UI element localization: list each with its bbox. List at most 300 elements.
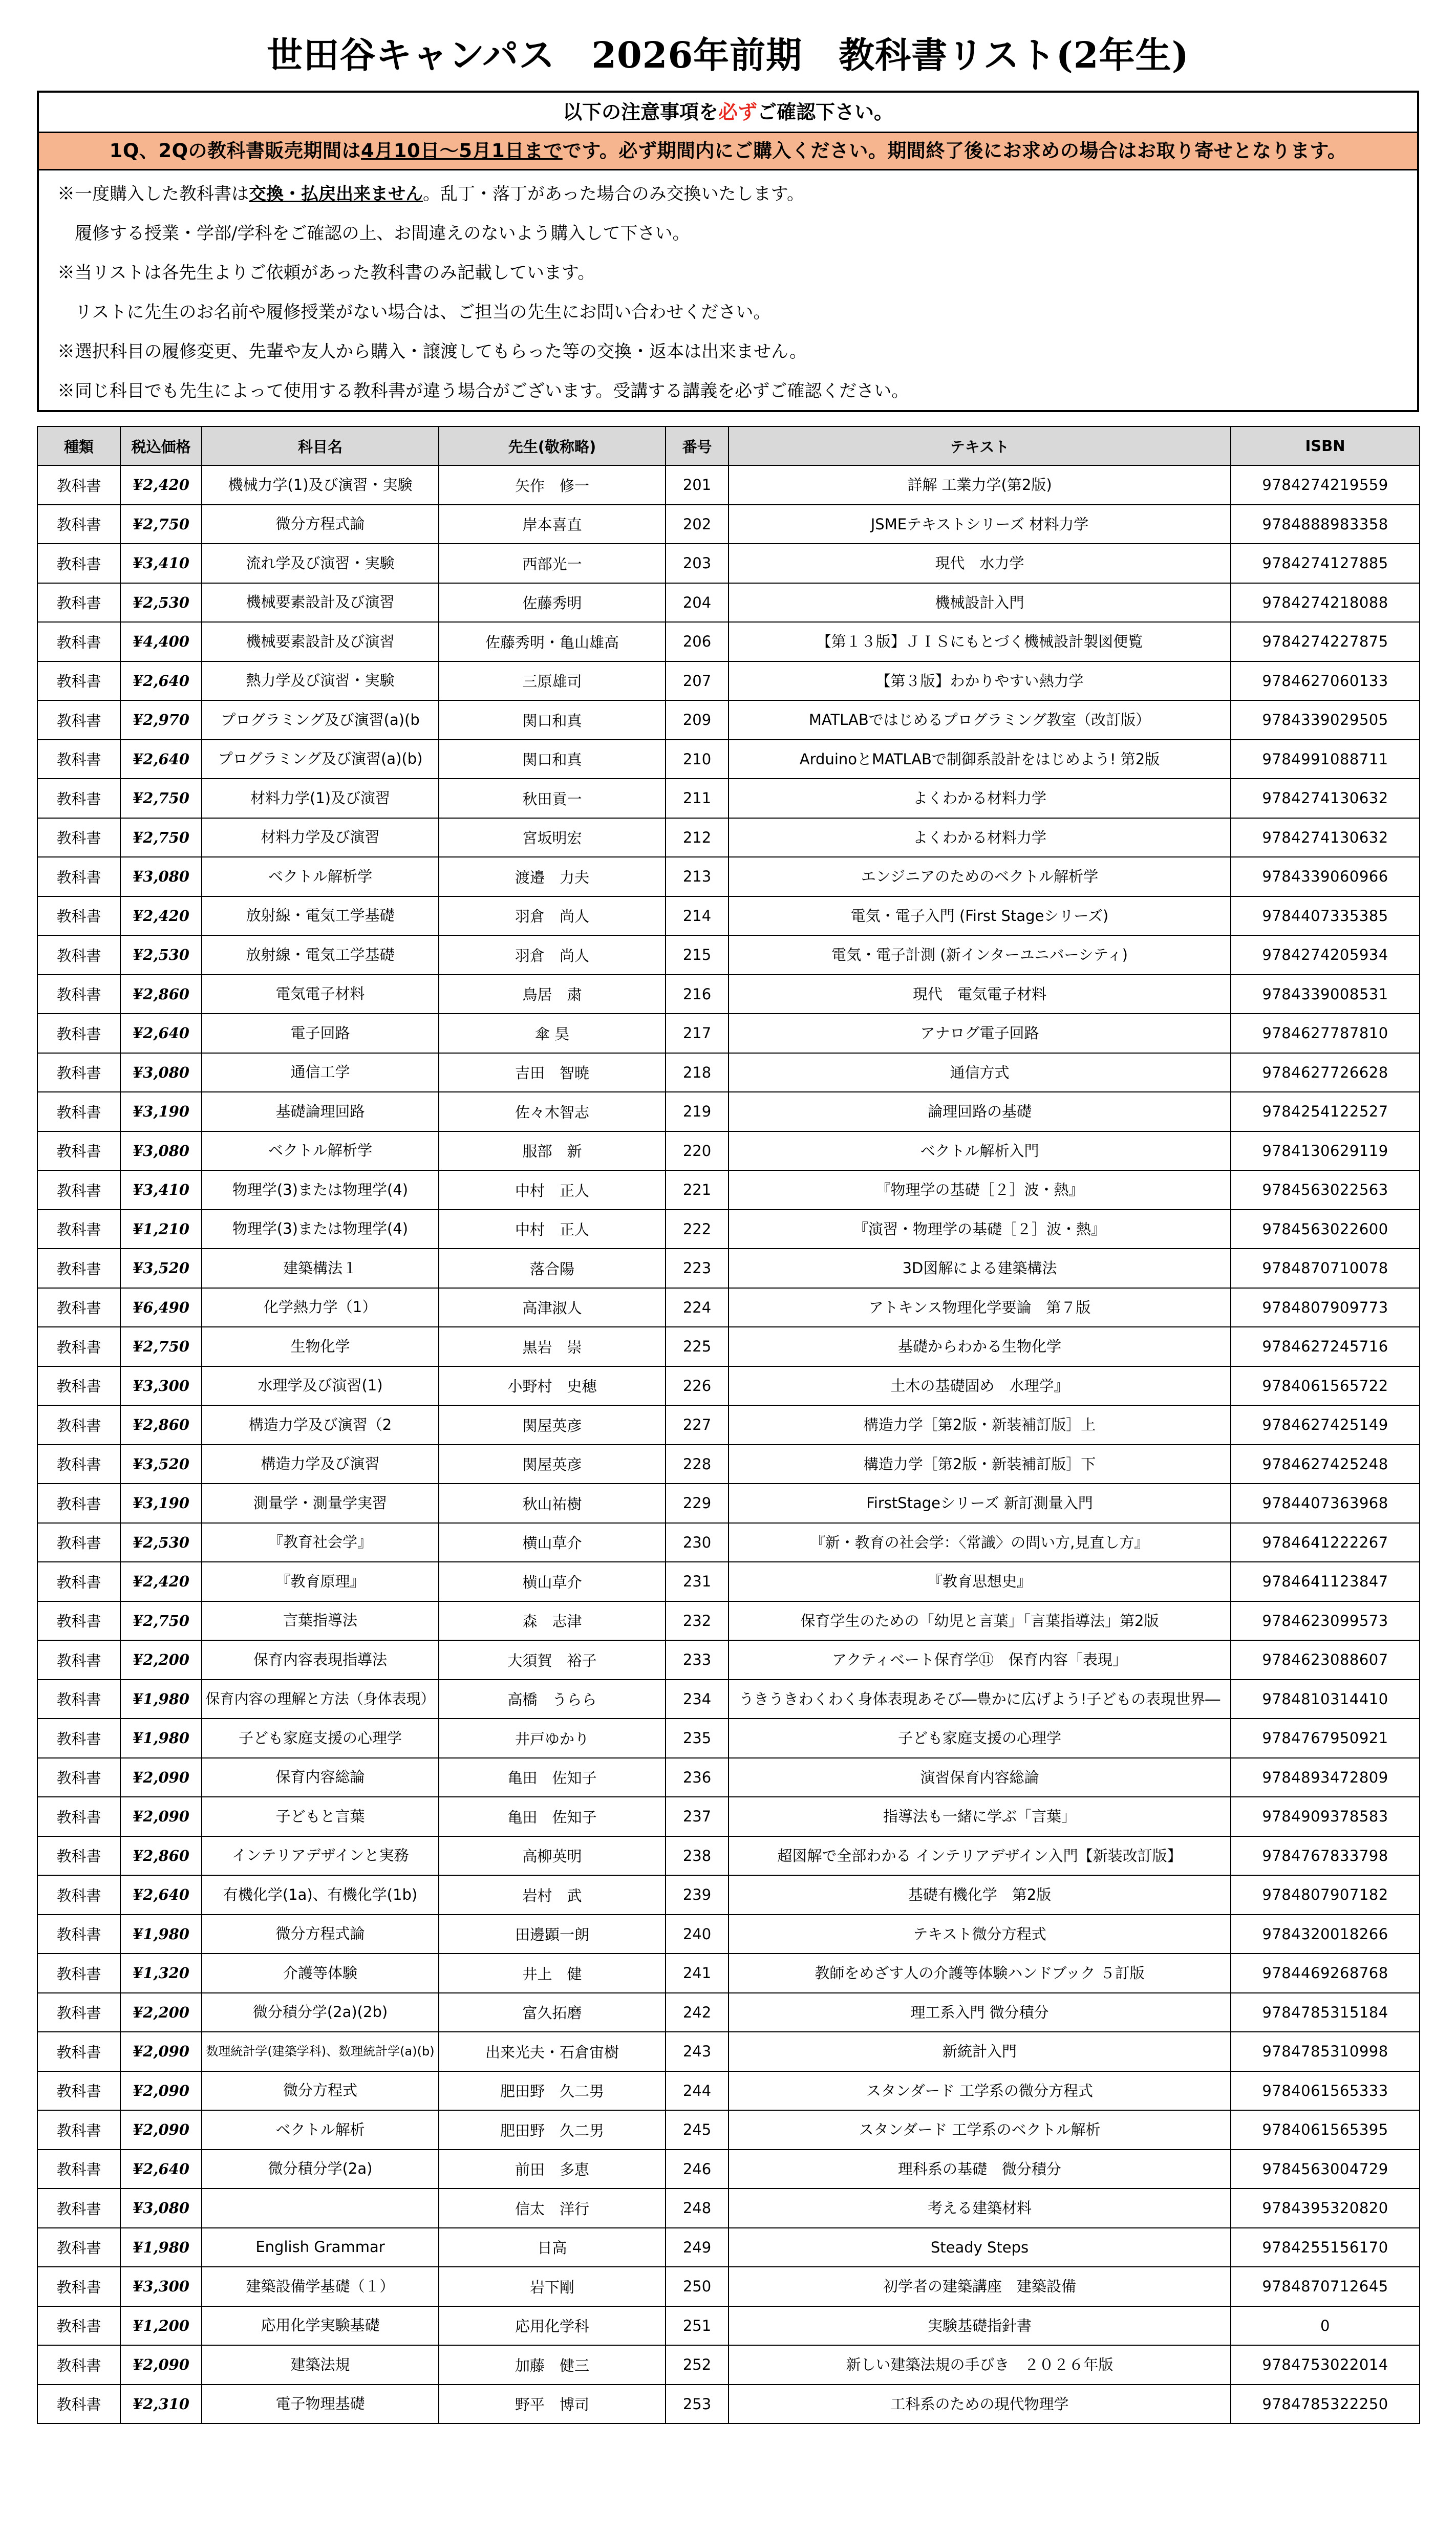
subject-cell: 機械要素設計及び演習 bbox=[202, 622, 439, 661]
table-row bbox=[37, 2032, 1420, 2071]
isbn-cell: 9784870710078 bbox=[1231, 1249, 1420, 1288]
subject-cell: 言葉指導法 bbox=[202, 1601, 439, 1641]
text-cell: スタンダード 工学系の微分方程式 bbox=[729, 2071, 1231, 2111]
table-row bbox=[37, 1836, 1420, 1876]
number-cell: 252 bbox=[666, 2345, 729, 2385]
subject-cell: ベクトル解析学 bbox=[202, 857, 439, 896]
number-cell: 234 bbox=[666, 1680, 729, 1719]
teacher-cell: 小野村 史穂 bbox=[439, 1366, 666, 1406]
kind-cell: 教科書 bbox=[37, 661, 120, 701]
column-header-kind: 種類 bbox=[37, 426, 120, 465]
price-cell: ¥2,090 bbox=[120, 2345, 202, 2385]
subject-cell: 材料力学(1)及び演習 bbox=[202, 779, 439, 818]
price-cell: ¥2,420 bbox=[120, 1562, 202, 1601]
notice-line-1-pre: ※一度購入した教科書は bbox=[57, 184, 249, 204]
price-cell: ¥2,420 bbox=[120, 465, 202, 505]
price-cell: ¥2,090 bbox=[120, 2032, 202, 2071]
teacher-cell: 三原雄司 bbox=[439, 661, 666, 701]
isbn-cell: 9784627425149 bbox=[1231, 1405, 1420, 1445]
number-cell: 201 bbox=[666, 465, 729, 505]
price-cell: ¥2,200 bbox=[120, 1993, 202, 2032]
teacher-cell: 落合陽 bbox=[439, 1249, 666, 1288]
table-row bbox=[37, 935, 1420, 975]
isbn-cell: 9784785322250 bbox=[1231, 2385, 1420, 2424]
notice-heading bbox=[39, 93, 1417, 133]
number-cell: 251 bbox=[666, 2306, 729, 2346]
column-header-teacher: 先生(敬称略) bbox=[439, 426, 666, 465]
isbn-cell: 9784767833798 bbox=[1231, 1836, 1420, 1876]
table-row bbox=[37, 2267, 1420, 2306]
table-row bbox=[37, 2150, 1420, 2189]
notice-line-1 bbox=[57, 175, 1417, 214]
isbn-cell: 9784469268768 bbox=[1231, 1954, 1420, 1993]
kind-cell: 教科書 bbox=[37, 505, 120, 544]
notice-line-4: リストに先生のお名前や履修授業がない場合は、ご担当の先生にお問い合わせください。 bbox=[57, 302, 771, 323]
kind-cell: 教科書 bbox=[37, 1758, 120, 1797]
table-row bbox=[37, 1797, 1420, 1836]
column-header-isbn: ISBN bbox=[1231, 426, 1420, 465]
teacher-cell: 亀田 佐知子 bbox=[439, 1797, 666, 1836]
table-row bbox=[37, 2385, 1420, 2424]
kind-cell: 教科書 bbox=[37, 2071, 120, 2111]
table-row bbox=[37, 700, 1420, 740]
table-row bbox=[37, 1288, 1420, 1327]
isbn-cell: 9784274130632 bbox=[1231, 779, 1420, 818]
teacher-cell: 野平 博司 bbox=[439, 2385, 666, 2424]
subject-cell: 微分積分学(2a)(2b) bbox=[202, 1993, 439, 2032]
subject-cell: 材料力学及び演習 bbox=[202, 818, 439, 857]
text-cell: 『物理学の基礎［２］波・熱』 bbox=[729, 1170, 1231, 1210]
text-cell: 論理回路の基礎 bbox=[729, 1092, 1231, 1131]
text-cell: テキスト微分方程式 bbox=[729, 1915, 1231, 1954]
teacher-cell: 肥田野 久二男 bbox=[439, 2110, 666, 2150]
subject-cell: 生物化学 bbox=[202, 1327, 439, 1366]
notice-box bbox=[37, 91, 1419, 412]
notice-lines bbox=[39, 170, 1417, 411]
text-cell: 演習保育内容総論 bbox=[729, 1758, 1231, 1797]
text-cell: Steady Steps bbox=[729, 2228, 1231, 2267]
price-cell: ¥3,190 bbox=[120, 1092, 202, 1131]
table-row bbox=[37, 1249, 1420, 1288]
subject-cell: 構造力学及び演習（2 bbox=[202, 1405, 439, 1445]
text-cell: 理科系の基礎 微分積分 bbox=[729, 2150, 1231, 2189]
price-cell: ¥2,640 bbox=[120, 1875, 202, 1915]
number-cell: 219 bbox=[666, 1092, 729, 1131]
price-cell: ¥2,640 bbox=[120, 740, 202, 779]
teacher-cell: 宮坂明宏 bbox=[439, 818, 666, 857]
notice-line-6: ※同じ科目でも先生によって使用する教科書が違う場合がございます。受講する講義を必ずご確認ください。 bbox=[57, 381, 909, 401]
number-cell: 215 bbox=[666, 935, 729, 975]
text-cell: 子ども家庭支援の心理学 bbox=[729, 1719, 1231, 1758]
number-cell: 202 bbox=[666, 505, 729, 544]
subject-cell: 物理学(3)または物理学(4) bbox=[202, 1170, 439, 1210]
subject-cell: プログラミング及び演習(a)(b bbox=[202, 700, 439, 740]
kind-cell: 教科書 bbox=[37, 2267, 120, 2306]
table-row bbox=[37, 1915, 1420, 1954]
isbn-cell: 9784785315184 bbox=[1231, 1993, 1420, 2032]
table-row bbox=[37, 1170, 1420, 1210]
isbn-cell: 9784627787810 bbox=[1231, 1014, 1420, 1053]
number-cell: 218 bbox=[666, 1053, 729, 1092]
table-row bbox=[37, 505, 1420, 544]
subject-cell: プログラミング及び演習(a)(b) bbox=[202, 740, 439, 779]
table-row bbox=[37, 2345, 1420, 2385]
price-cell: ¥2,750 bbox=[120, 1601, 202, 1641]
teacher-cell: 肥田野 久二男 bbox=[439, 2071, 666, 2111]
text-cell: よくわかる材料力学 bbox=[729, 818, 1231, 857]
text-cell: 詳解 工業力学(第2版) bbox=[729, 465, 1231, 505]
price-cell: ¥3,300 bbox=[120, 1366, 202, 1406]
subject-cell: 化学熱力学（1） bbox=[202, 1288, 439, 1327]
price-cell: ¥2,750 bbox=[120, 779, 202, 818]
teacher-cell: 高柳英明 bbox=[439, 1836, 666, 1876]
text-cell: アクティベート保育学⑪ 保育内容「表現」 bbox=[729, 1640, 1231, 1680]
number-cell: 245 bbox=[666, 2110, 729, 2150]
teacher-cell: 応用化学科 bbox=[439, 2306, 666, 2346]
table-row bbox=[37, 544, 1420, 583]
number-cell: 250 bbox=[666, 2267, 729, 2306]
number-cell: 237 bbox=[666, 1797, 729, 1836]
isbn-cell: 9784339008531 bbox=[1231, 975, 1420, 1014]
kind-cell: 教科書 bbox=[37, 2189, 120, 2228]
kind-cell: 教科書 bbox=[37, 1915, 120, 1954]
kind-cell: 教科書 bbox=[37, 2345, 120, 2385]
table-row bbox=[37, 1445, 1420, 1484]
text-cell: 保育学生のための「幼児と言葉」「言葉指導法」第2版 bbox=[729, 1601, 1231, 1641]
price-cell: ¥2,090 bbox=[120, 1758, 202, 1797]
kind-cell: 教科書 bbox=[37, 544, 120, 583]
kind-cell: 教科書 bbox=[37, 465, 120, 505]
teacher-cell: 鳥居 粛 bbox=[439, 975, 666, 1014]
subject-cell: 子ども家庭支援の心理学 bbox=[202, 1719, 439, 1758]
price-cell: ¥2,860 bbox=[120, 1836, 202, 1876]
isbn-cell: 9784274130632 bbox=[1231, 818, 1420, 857]
number-cell: 229 bbox=[666, 1484, 729, 1523]
text-cell: うきうきわくわく身体表現あそび―豊かに広げよう!子どもの表現世界― bbox=[729, 1680, 1231, 1719]
text-cell: 新統計入門 bbox=[729, 2032, 1231, 2071]
teacher-cell: 横山草介 bbox=[439, 1523, 666, 1562]
isbn-cell: 9784563004729 bbox=[1231, 2150, 1420, 2189]
number-cell: 209 bbox=[666, 700, 729, 740]
text-cell: 理工系入門 微分積分 bbox=[729, 1993, 1231, 2032]
teacher-cell: 横山草介 bbox=[439, 1562, 666, 1601]
isbn-cell: 9784254122527 bbox=[1231, 1092, 1420, 1131]
subject-cell: 微分方程式論 bbox=[202, 1915, 439, 1954]
teacher-cell: 関口和真 bbox=[439, 740, 666, 779]
table-row bbox=[37, 583, 1420, 623]
teacher-cell: 高橋 うらら bbox=[439, 1680, 666, 1719]
table-row bbox=[37, 1562, 1420, 1601]
number-cell: 204 bbox=[666, 583, 729, 623]
table-row bbox=[37, 1092, 1420, 1131]
number-cell: 240 bbox=[666, 1915, 729, 1954]
teacher-cell: 出来光夫・石倉宙樹 bbox=[439, 2032, 666, 2071]
table-row bbox=[37, 857, 1420, 896]
isbn-cell: 9784893472809 bbox=[1231, 1758, 1420, 1797]
table-row bbox=[37, 1993, 1420, 2032]
text-cell: 構造力学［第2版・新装補訂版］下 bbox=[729, 1445, 1231, 1484]
number-cell: 253 bbox=[666, 2385, 729, 2424]
teacher-cell: 佐藤秀明・亀山雄高 bbox=[439, 622, 666, 661]
price-cell: ¥2,090 bbox=[120, 2071, 202, 2111]
isbn-cell: 9784641123847 bbox=[1231, 1562, 1420, 1601]
text-cell: 土木の基礎固め 水理学』 bbox=[729, 1366, 1231, 1406]
kind-cell: 教科書 bbox=[37, 1484, 120, 1523]
subject-cell: 電子物理基礎 bbox=[202, 2385, 439, 2424]
notice-heading-emphasis: 必ず bbox=[718, 101, 757, 123]
kind-cell: 教科書 bbox=[37, 857, 120, 896]
text-cell: 『演習・物理学の基礎［２］波・熱』 bbox=[729, 1210, 1231, 1249]
table-row bbox=[37, 622, 1420, 661]
table-header-row bbox=[37, 426, 1420, 465]
table-row bbox=[37, 779, 1420, 818]
isbn-cell: 9784274127885 bbox=[1231, 544, 1420, 583]
table-row bbox=[37, 1053, 1420, 1092]
price-cell: ¥2,640 bbox=[120, 1014, 202, 1053]
subject-cell: 微分積分学(2a) bbox=[202, 2150, 439, 2189]
price-cell: ¥2,090 bbox=[120, 1797, 202, 1836]
price-cell: ¥1,980 bbox=[120, 1719, 202, 1758]
notice-heading-post: ご確認下さい。 bbox=[757, 101, 894, 123]
number-cell: 239 bbox=[666, 1875, 729, 1915]
isbn-cell: 9784061565333 bbox=[1231, 2071, 1420, 2111]
text-cell: よくわかる材料力学 bbox=[729, 779, 1231, 818]
table-row bbox=[37, 740, 1420, 779]
teacher-cell: 富久拓磨 bbox=[439, 1993, 666, 2032]
subject-cell: 有機化学(1a)、有機化学(1b) bbox=[202, 1875, 439, 1915]
price-cell: ¥2,750 bbox=[120, 1327, 202, 1366]
isbn-cell: 9784627245716 bbox=[1231, 1327, 1420, 1366]
number-cell: 225 bbox=[666, 1327, 729, 1366]
text-cell: MATLABではじめるプログラミング教室（改訂版） bbox=[729, 700, 1231, 740]
number-cell: 236 bbox=[666, 1758, 729, 1797]
isbn-cell: 9784395320820 bbox=[1231, 2189, 1420, 2228]
number-cell: 207 bbox=[666, 661, 729, 701]
column-header-subject: 科目名 bbox=[202, 426, 439, 465]
text-cell: 【第１３版】ＪＩＳにもとづく機械設計製図便覧 bbox=[729, 622, 1231, 661]
isbn-cell: 9784785310998 bbox=[1231, 2032, 1420, 2071]
text-cell: 基礎有機化学 第2版 bbox=[729, 1875, 1231, 1915]
price-cell: ¥1,210 bbox=[120, 1210, 202, 1249]
teacher-cell: 関屋英彦 bbox=[439, 1445, 666, 1484]
number-cell: 246 bbox=[666, 2150, 729, 2189]
subject-cell: 機械力学(1)及び演習・実験 bbox=[202, 465, 439, 505]
kind-cell: 教科書 bbox=[37, 1875, 120, 1915]
isbn-cell: 9784810314410 bbox=[1231, 1680, 1420, 1719]
teacher-cell: 大須賀 裕子 bbox=[439, 1640, 666, 1680]
table-row bbox=[37, 975, 1420, 1014]
number-cell: 242 bbox=[666, 1993, 729, 2032]
kind-cell: 教科書 bbox=[37, 740, 120, 779]
kind-cell: 教科書 bbox=[37, 700, 120, 740]
subject-cell: 放射線・電気工学基礎 bbox=[202, 896, 439, 936]
teacher-cell: 信太 洋行 bbox=[439, 2189, 666, 2228]
sales-period-dates: 4月10日～5月1日まで bbox=[361, 140, 563, 162]
price-cell: ¥2,970 bbox=[120, 700, 202, 740]
table-row bbox=[37, 1484, 1420, 1523]
text-cell: 指導法も一緒に学ぶ「言葉」 bbox=[729, 1797, 1231, 1836]
number-cell: 228 bbox=[666, 1445, 729, 1484]
isbn-cell: 9784274219559 bbox=[1231, 465, 1420, 505]
price-cell: ¥2,310 bbox=[120, 2385, 202, 2424]
number-cell: 214 bbox=[666, 896, 729, 936]
text-cell: 構造力学［第2版・新装補訂版］上 bbox=[729, 1405, 1231, 1445]
kind-cell: 教科書 bbox=[37, 896, 120, 936]
isbn-cell: 9784870712645 bbox=[1231, 2267, 1420, 2306]
teacher-cell: 佐藤秀明 bbox=[439, 583, 666, 623]
isbn-cell: 9784991088711 bbox=[1231, 740, 1420, 779]
kind-cell: 教科書 bbox=[37, 1053, 120, 1092]
subject-cell: 構造力学及び演習 bbox=[202, 1445, 439, 1484]
subject-cell: 『教育社会学』 bbox=[202, 1523, 439, 1562]
kind-cell: 教科書 bbox=[37, 1405, 120, 1445]
number-cell: 210 bbox=[666, 740, 729, 779]
teacher-cell: 渡邉 力夫 bbox=[439, 857, 666, 896]
subject-cell: 物理学(3)または物理学(4) bbox=[202, 1210, 439, 1249]
kind-cell: 教科書 bbox=[37, 1640, 120, 1680]
subject-cell: 微分方程式論 bbox=[202, 505, 439, 544]
subject-cell: 電子回路 bbox=[202, 1014, 439, 1053]
price-cell: ¥3,080 bbox=[120, 2189, 202, 2228]
subject-cell: 保育内容総論 bbox=[202, 1758, 439, 1797]
table-row bbox=[37, 1954, 1420, 1993]
text-cell: 実験基礎指針書 bbox=[729, 2306, 1231, 2346]
kind-cell: 教科書 bbox=[37, 1210, 120, 1249]
subject-cell: 機械要素設計及び演習 bbox=[202, 583, 439, 623]
price-cell: ¥3,190 bbox=[120, 1484, 202, 1523]
kind-cell: 教科書 bbox=[37, 935, 120, 975]
teacher-cell: 吉田 智暁 bbox=[439, 1053, 666, 1092]
price-cell: ¥2,090 bbox=[120, 2110, 202, 2150]
subject-cell: 熱力学及び演習・実験 bbox=[202, 661, 439, 701]
teacher-cell: 中村 正人 bbox=[439, 1210, 666, 1249]
table-row bbox=[37, 1405, 1420, 1445]
price-cell: ¥1,980 bbox=[120, 2228, 202, 2267]
notice-line-3: ※当リストは各先生よりご依頼があった教科書のみ記載しています。 bbox=[57, 263, 595, 283]
textbook-table bbox=[37, 426, 1420, 2424]
kind-cell: 教科書 bbox=[37, 1993, 120, 2032]
kind-cell: 教科書 bbox=[37, 975, 120, 1014]
subject-cell: 放射線・電気工学基礎 bbox=[202, 935, 439, 975]
text-cell: アナログ電子回路 bbox=[729, 1014, 1231, 1053]
kind-cell: 教科書 bbox=[37, 1523, 120, 1562]
teacher-cell: 井上 健 bbox=[439, 1954, 666, 1993]
kind-cell: 教科書 bbox=[37, 1954, 120, 1993]
number-cell: 211 bbox=[666, 779, 729, 818]
number-cell: 243 bbox=[666, 2032, 729, 2071]
sales-period-post: です。必ず期間内にご購入ください。期間終了後にお求めの場合はお取り寄せとなります。 bbox=[562, 140, 1347, 162]
text-cell: 『新・教育の社会学：〈常識〉の問い方,見直し方』 bbox=[729, 1523, 1231, 1562]
table-row bbox=[37, 1523, 1420, 1562]
teacher-cell: 関屋英彦 bbox=[439, 1405, 666, 1445]
table-row bbox=[37, 2071, 1420, 2111]
subject-cell: 『教育原理』 bbox=[202, 1562, 439, 1601]
notice-heading-pre: 以下の注意事項を bbox=[562, 101, 718, 123]
kind-cell: 教科書 bbox=[37, 2150, 120, 2189]
text-cell: 機械設計入門 bbox=[729, 583, 1231, 623]
isbn-cell: 9784627726628 bbox=[1231, 1053, 1420, 1092]
subject-cell: 保育内容の理解と方法（身体表現） bbox=[202, 1680, 439, 1719]
kind-cell: 教科書 bbox=[37, 1366, 120, 1406]
price-cell: ¥3,410 bbox=[120, 544, 202, 583]
number-cell: 212 bbox=[666, 818, 729, 857]
isbn-cell: 9784623099573 bbox=[1231, 1601, 1420, 1641]
kind-cell: 教科書 bbox=[37, 2385, 120, 2424]
text-cell: 電気・電子計測 (新インターユニバーシティ) bbox=[729, 935, 1231, 975]
page-title: 世田谷キャンパス 2026年前期 教科書リスト(2年生) bbox=[267, 34, 1189, 76]
table-row bbox=[37, 1601, 1420, 1641]
isbn-cell: 9784320018266 bbox=[1231, 1915, 1420, 1954]
table-row bbox=[37, 2228, 1420, 2267]
table-row bbox=[37, 1758, 1420, 1797]
number-cell: 220 bbox=[666, 1131, 729, 1171]
price-cell: ¥4,400 bbox=[120, 622, 202, 661]
teacher-cell: 井戸ゆかり bbox=[439, 1719, 666, 1758]
table-row bbox=[37, 1366, 1420, 1406]
sales-period-banner bbox=[39, 133, 1417, 170]
price-cell: ¥3,520 bbox=[120, 1249, 202, 1288]
text-cell: ArduinoとMATLABで制御系設計をはじめよう! 第2版 bbox=[729, 740, 1231, 779]
table-row bbox=[37, 818, 1420, 857]
price-cell: ¥2,530 bbox=[120, 583, 202, 623]
isbn-cell: 9784888983358 bbox=[1231, 505, 1420, 544]
subject-cell: 電気電子材料 bbox=[202, 975, 439, 1014]
text-cell: 【第３版】わかりやすい熱力学 bbox=[729, 661, 1231, 701]
teacher-cell: 服部 新 bbox=[439, 1131, 666, 1171]
isbn-cell: 9784807907182 bbox=[1231, 1875, 1420, 1915]
number-cell: 231 bbox=[666, 1562, 729, 1601]
subject-cell: 子どもと言葉 bbox=[202, 1797, 439, 1836]
text-cell: JSMEテキストシリーズ 材料力学 bbox=[729, 505, 1231, 544]
kind-cell: 教科書 bbox=[37, 1249, 120, 1288]
table-row bbox=[37, 1719, 1420, 1758]
teacher-cell: 田邊顕一朗 bbox=[439, 1915, 666, 1954]
price-cell: ¥3,300 bbox=[120, 2267, 202, 2306]
text-cell: 教師をめざす人の介護等体験ハンドブック ５訂版 bbox=[729, 1954, 1231, 1993]
subject-cell: 保育内容表現指導法 bbox=[202, 1640, 439, 1680]
text-cell: エンジニアのためのベクトル解析学 bbox=[729, 857, 1231, 896]
number-cell: 249 bbox=[666, 2228, 729, 2267]
number-cell: 206 bbox=[666, 622, 729, 661]
isbn-cell: 9784627060133 bbox=[1231, 661, 1420, 701]
table-row bbox=[37, 1327, 1420, 1366]
notice-line-1-emphasis: 交換・払戻出来ません bbox=[249, 184, 423, 204]
number-cell: 235 bbox=[666, 1719, 729, 1758]
column-header-number: 番号 bbox=[666, 426, 729, 465]
number-cell: 223 bbox=[666, 1249, 729, 1288]
isbn-cell: 9784641222267 bbox=[1231, 1523, 1420, 1562]
kind-cell: 教科書 bbox=[37, 1092, 120, 1131]
teacher-cell: 日高 bbox=[439, 2228, 666, 2267]
kind-cell: 教科書 bbox=[37, 2110, 120, 2150]
teacher-cell: 亀田 佐知子 bbox=[439, 1758, 666, 1797]
table-row bbox=[37, 896, 1420, 936]
kind-cell: 教科書 bbox=[37, 779, 120, 818]
kind-cell: 教科書 bbox=[37, 1327, 120, 1366]
price-cell: ¥6,490 bbox=[120, 1288, 202, 1327]
price-cell: ¥2,640 bbox=[120, 2150, 202, 2189]
subject-cell: English Grammar bbox=[202, 2228, 439, 2267]
subject-cell: 水理学及び演習(1) bbox=[202, 1366, 439, 1406]
teacher-cell: 矢作 修一 bbox=[439, 465, 666, 505]
kind-cell: 教科書 bbox=[37, 1288, 120, 1327]
kind-cell: 教科書 bbox=[37, 1719, 120, 1758]
price-cell: ¥1,320 bbox=[120, 1954, 202, 1993]
price-cell: ¥1,200 bbox=[120, 2306, 202, 2346]
notice-line-2: 履修する授業・学部/学科をご確認の上、お間違えのないよう購入して下さい。 bbox=[57, 223, 690, 244]
isbn-cell: 0 bbox=[1231, 2306, 1420, 2346]
isbn-cell: 9784407363968 bbox=[1231, 1484, 1420, 1523]
